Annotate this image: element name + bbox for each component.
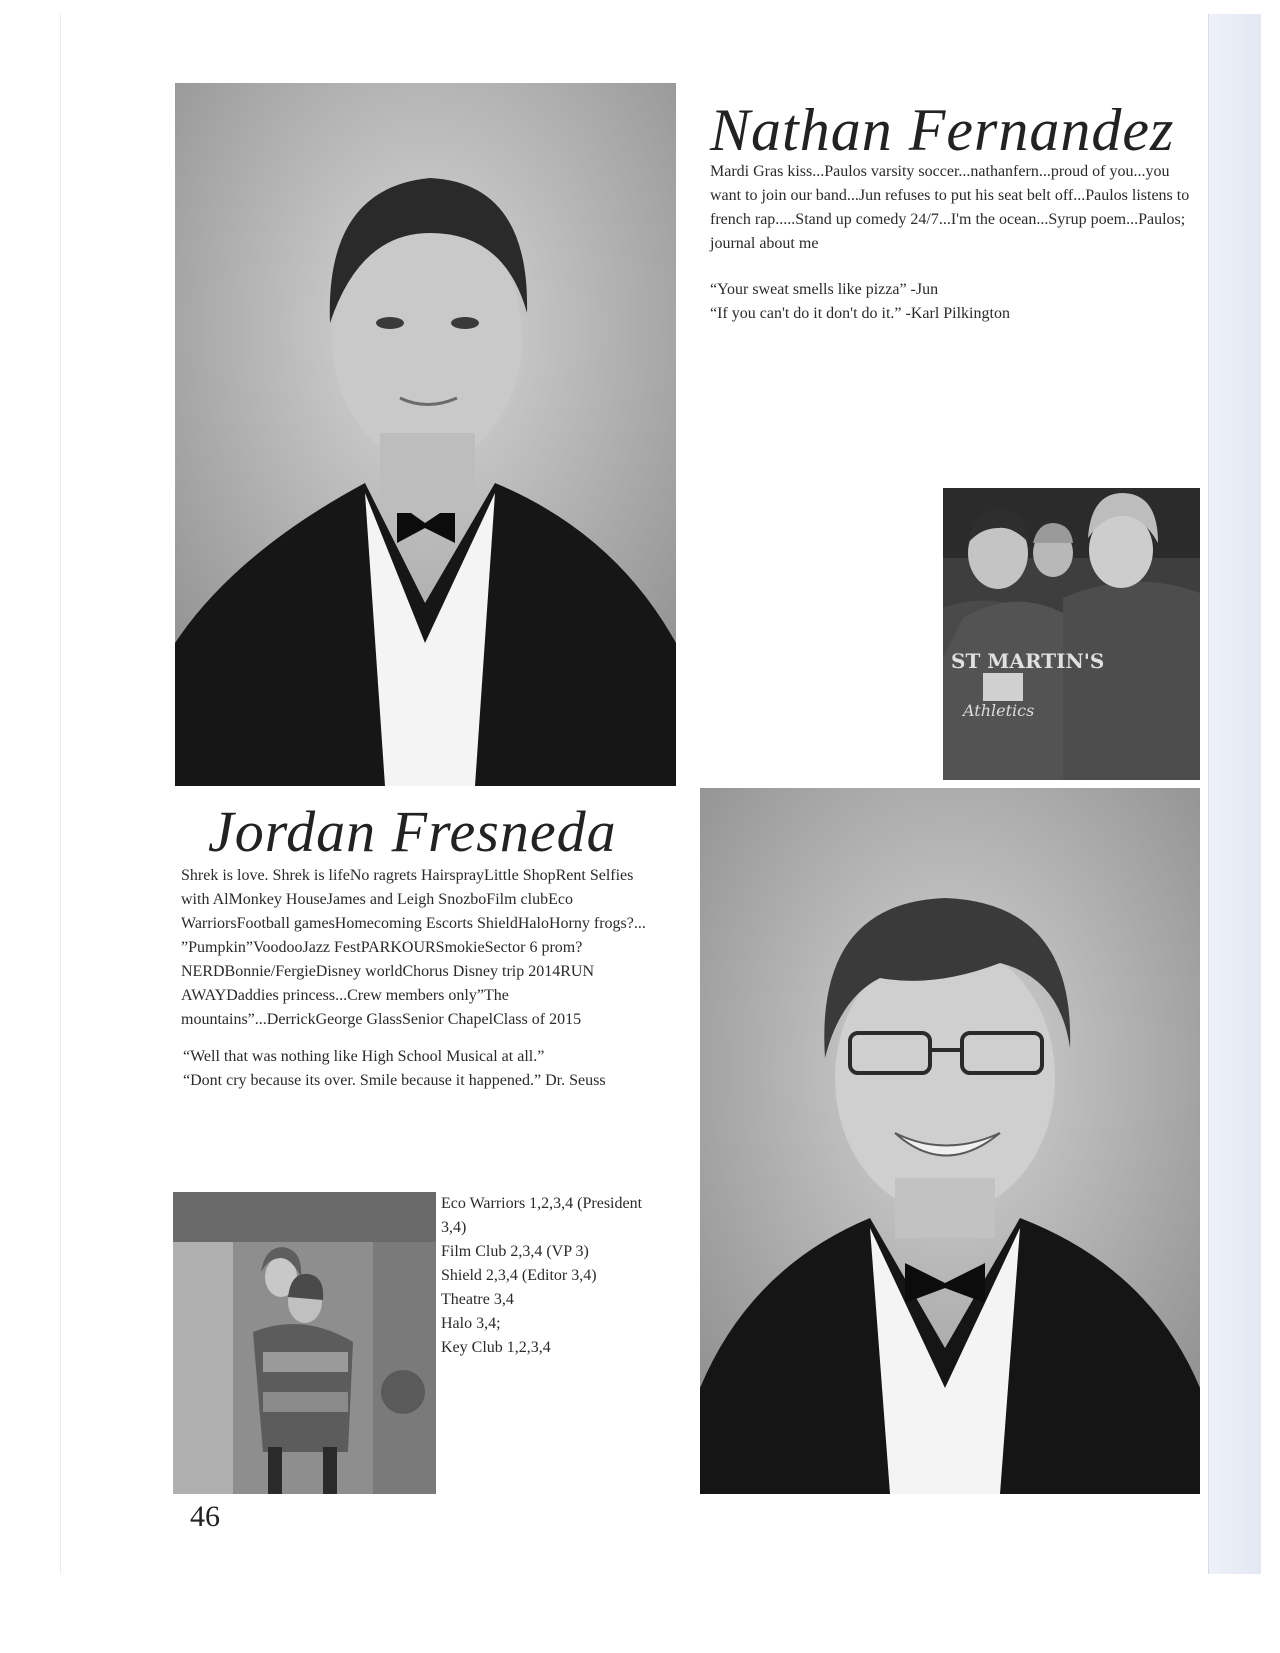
nathan-group-photo: [943, 488, 1200, 780]
nathan-bio-text: Mardi Gras kiss...Paulos varsity soccer...nathanfern...proud of you...you want to join our band...Jun refuses to put his seat belt off...Paulos listens to french rap.....Stand up comedy 24/7...I'm the ocean...Syrup poem...Paulos; journal about me: [710, 163, 1190, 252]
jordan-candid-photo: [173, 1192, 436, 1494]
activity-item: Film Club 2,3,4 (VP 3): [441, 1243, 589, 1260]
nathan-quote-2: “If you can't do it don't do it.” -Karl Pilkington: [710, 305, 1010, 322]
activity-item: Eco Warriors 1,2,3,4 (President: [441, 1195, 643, 1212]
jordan-name-heading: Jordan Fresneda: [208, 799, 617, 864]
jordan-activities-list: [441, 1192, 671, 1360]
activity-item: Key Club 1,2,3,4: [441, 1339, 551, 1356]
nathan-portrait-photo: [175, 83, 676, 786]
scan-edge-left: [60, 14, 61, 1574]
jordan-quote-2: “Dont cry because its over. Smile because it happened.” Dr. Seuss: [183, 1072, 606, 1089]
group-photo-shirt-text: ST MARTIN'S: [951, 649, 1105, 673]
activity-item: Halo 3,4;: [441, 1315, 501, 1332]
nathan-quote-1: “Your sweat smells like pizza” -Jun: [710, 281, 939, 298]
jordan-bio-text: Shrek is love. Shrek is lifeNo ragrets HairsprayLittle ShopRent Selfies with AlMonkey HouseJames and Leigh SnozboFilm clubEco WarriorsFootball gamesHomecoming Escorts ShieldHaloHorny frogs?... ”Pumpkin”VoodooJazz FestPARKOURSmokieSector 6 prom?NERDBonnie/FergieDisney worldChorus Disney trip 2014RUN AWAYDaddies princess...Crew members only”The mountains”...DerrickGeorge GlassSenior ChapelClass of 2015: [181, 867, 646, 1028]
jordan-portrait-photo: [700, 788, 1200, 1494]
nathan-name-heading: Nathan Fernandez: [710, 97, 1175, 163]
activity-item: Shield 2,3,4 (Editor 3,4): [441, 1267, 597, 1284]
group-photo-shirt-text-2: Athletics: [963, 701, 1035, 720]
activity-item: Theatre 3,4: [441, 1291, 514, 1308]
scan-edge-right: [1208, 14, 1261, 1574]
page-number: 46: [190, 1500, 220, 1533]
jordan-quote-1: “Well that was nothing like High School Musical at all.”: [183, 1048, 545, 1065]
activity-item: 3,4): [441, 1219, 467, 1236]
